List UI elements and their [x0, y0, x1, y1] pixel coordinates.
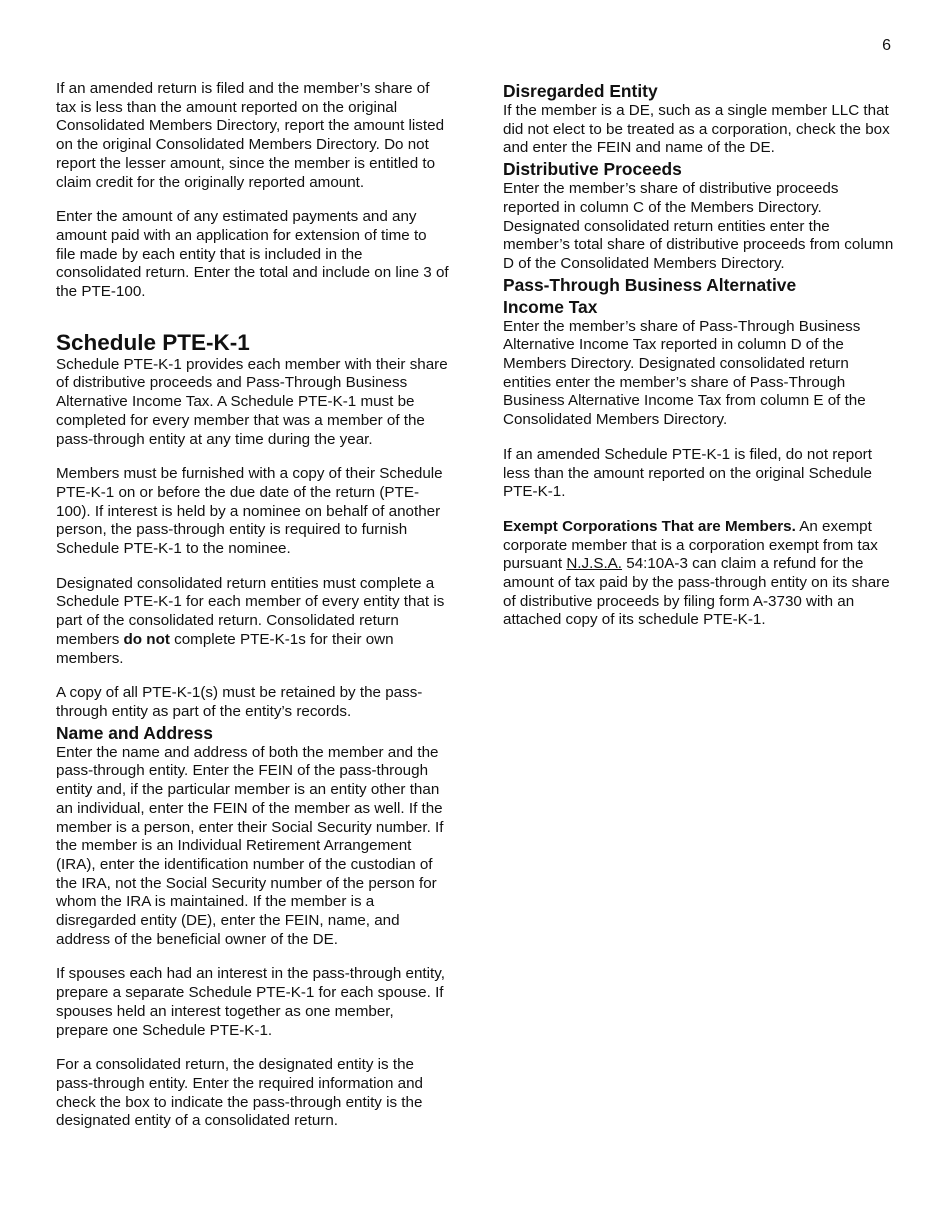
pass-through-heading-line2: Income Tax	[503, 296, 598, 317]
njsa-reference-link[interactable]: N.J.S.A.	[566, 555, 623, 573]
name-address-heading: Name and Address	[56, 722, 213, 743]
amended-return-paragraph: If an amended return is filed and the member’s share of tax is less than the amount reported on the original Consolidated Members Directory, report the amount listed on the original Consolidated Members Directory. Do not report the lesser amount, since the member is entitled to claim credit for the originally reported amount.	[56, 80, 445, 191]
distributive-proceeds-heading: Distributive Proceeds	[503, 159, 682, 180]
section-title: Schedule PTE-K-1	[56, 329, 250, 355]
consolidated-return-paragraph: For a consolidated return, the designated entity is the pass-through entity. Enter the required information and check the box to indicate the pass-through entity is the designated entity of a consolidated return.	[56, 1056, 423, 1130]
pass-through-tax-heading	[503, 274, 895, 318]
designated-text-b: complete PTE-K-1s for their own members.	[56, 630, 394, 667]
records-paragraph: A copy of all PTE-K-1(s) must be retained by the pass-through entity as part of the entity’s records.	[56, 684, 423, 720]
spouses-paragraph: If spouses each had an interest in the pass-through entity, prepare a separate Schedule PTE-K-1 for each spouse. If spouses held an interest together as one member, prepare one Schedule PTE-K-1.	[56, 965, 445, 1039]
pass-through-heading-line1: Pass-Through Business Alternative	[503, 274, 797, 295]
left-column	[56, 80, 450, 1131]
exempt-corporations-paragraph	[503, 518, 895, 630]
exempt-corporations-lead: Exempt Corporations That are Members.	[503, 517, 796, 535]
designated-entities-paragraph	[56, 575, 450, 669]
exempt-text-b: 54:10A-3 can claim a refund for the amount of tax paid by the pass-through entity on its share of distributive proceeds by filing form A-3730 with an attached copy of its schedule PTE-K-1.	[503, 555, 890, 629]
page-number: 6	[882, 37, 891, 54]
members-furnished-paragraph: Members must be furnished with a copy of their Schedule PTE-K-1 on or before the due date of the return (PTE-100). If interest is held by a nominee on behalf of another person, the pass-through entity is required to furnish Schedule PTE-K-1 to the nominee.	[56, 465, 443, 558]
distributive-proceeds-paragraph: Enter the member’s share of distributive proceeds reported in column C of the Members Directory. Designated consolidated return entities enter the member’s total share of distributive proceeds from column D of the Consolidated Members Directory.	[503, 180, 894, 272]
right-column	[503, 80, 895, 630]
disregarded-entity-heading: Disregarded Entity	[503, 81, 658, 101]
pass-through-tax-paragraph: Enter the member’s share of Pass-Through Business Alternative Income Tax reported in column D of the Members Directory. Designated consolidated return entities enter the member’s share of Pass-Through Business Alternative Income Tax from column E of the Consolidated Members Directory.	[503, 317, 866, 429]
name-address-paragraph: Enter the name and address of both the member and the pass-through entity. Enter the FEIN of the pass-through entity and, if the particular member is an entity other than an individual, enter the FEIN of the member as well. If the member is a person, enter their Social Security number. If the member is an Individual Retirement Arrangement (IRA), enter the identification number of the custodian of the IRA, not the Social Security number of the person for whom the IRA is maintained. If the member is a disregarded entity (DE), enter the FEIN, name, and address of the beneficial owner of the DE.	[56, 743, 444, 948]
designated-text-a: Designated consolidated return entities must complete a Schedule PTE-K-1 for each member of every entity that is part of the consolidated return. Consolidated return members	[56, 574, 445, 648]
schedule-intro-paragraph: Schedule PTE-K-1 provides each member with their share of distributive proceeds and Pass-Through Business Alternative Income Tax. A Schedule PTE-K-1 must be completed for every member that was a member of the pass-through entity at any time during the year.	[56, 355, 448, 448]
disregarded-entity-paragraph: If the member is a DE, such as a single member LLC that did not elect to be treated as a corporation, check the box and enter the FEIN and name of the DE.	[503, 102, 890, 157]
amended-k1-paragraph: If an amended Schedule PTE-K-1 is filed, do not report less than the amount reported on the original Schedule PTE-K-1.	[503, 445, 872, 501]
do-not-emphasis: do not	[123, 630, 170, 648]
exempt-text-a: An exempt corporate member that is a corporation exempt from tax pursuant	[503, 517, 878, 573]
estimated-payments-paragraph: Enter the amount of any estimated payments and any amount paid with an application for extension of time to file made by each entity that is included in the consolidated return. Enter the total and include on line 3 of the PTE-100.	[56, 208, 449, 301]
